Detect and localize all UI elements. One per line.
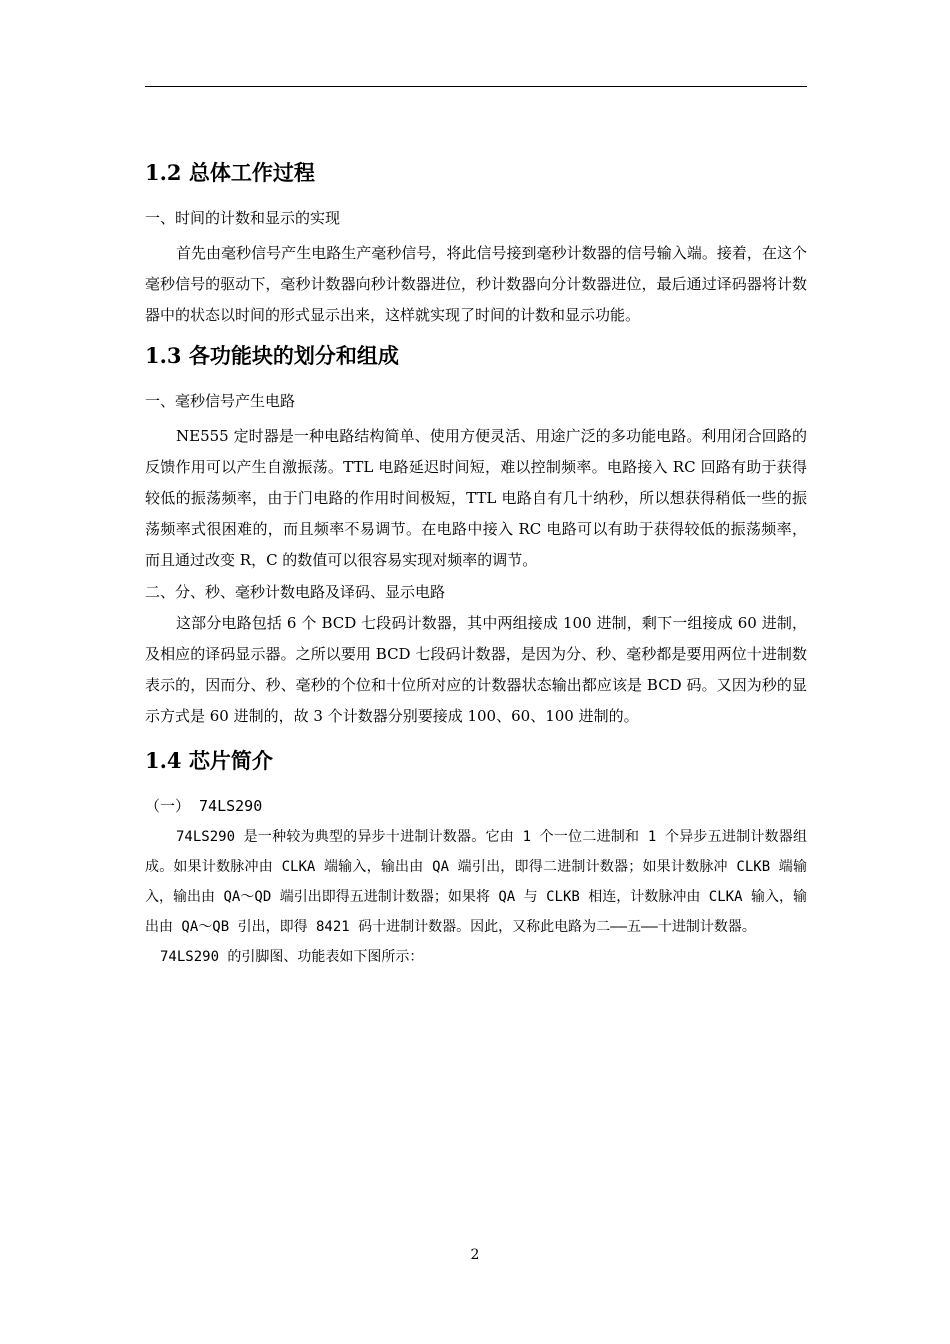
item-heading-74ls290: （一） 74LS290 — [145, 797, 263, 815]
document-body — [145, 158, 807, 972]
paragraph-74ls290-figure-note: 74LS290 的引脚图、功能表如下图所示： — [160, 949, 424, 965]
subsection-heading-time-counting: 一、时间的计数和显示的实现 — [145, 209, 341, 227]
header-rule — [145, 86, 807, 87]
paragraph-counter-display: 这部分电路包括 6 个 BCD 七段码计数器，其中两组接成 100 进制，剩下一组接成 60 进制，及相应的译码显示器。之所以要用 BCD 七段码计数器，是因为分、秒、毫秒都是要用两位十进制数表示的，因而分、秒、毫秒的个位和十位所对应的计数器状态输出都应该是 BCD 码。又因为秒的显示方式是 60 进制的，故 3 个计数器分别要接成 100、60、100 进制的。 — [145, 614, 807, 725]
subsection-heading-ms-signal: 一、毫秒信号产生电路 — [145, 392, 296, 410]
subsection-heading-counter-display: 二、分、秒、毫秒计数电路及译码、显示电路 — [145, 583, 446, 601]
paragraph-74ls290: 74LS290 是一种较为典型的异步十进制计数器。它由 1 个一位二进制和 1 个异步五进制计数器组成。如果计数脉冲由 CLKA 端输入，输出由 QA 端引出，即得二进制计数器；如果计数脉冲 CLKB 端输入，输出由 QA～QD 端引出即得五进制计数器；如果将 QA 与 CLKB 相连，计数脉冲由 CLKA 输入，输出由 QA～QB 引出，即得 8421 码十进制计数器。因此，又称此电路为二——五——十进制计数器。 — [145, 829, 807, 935]
paragraph-ms-signal: NE555 定时器是一种电路结构简单、使用方便灵活、用途广泛的多功能电路。利用闭合回路的反馈作用可以产生自激振荡。TTL 电路延迟时间短，难以控制频率。电路接入 RC 回路有助于获得较低的振荡频率，由于门电路的作用时间极短，TTL 电路自有几十纳秒，所以想获得稍低一些的振荡频率式很困难的，而且频率不易调节。在电路中接入 RC 电路可以有助于获得较低的振荡频率，而且通过改变 R，C 的数值可以很容易实现对频率的调节。 — [145, 427, 807, 569]
paragraph-time-counting: 首先由毫秒信号产生电路生产毫秒信号，将此信号接到毫秒计数器的信号输入端。接着，在这个毫秒信号的驱动下，毫秒计数器向秒计数器进位，秒计数器向分计数器进位，最后通过译码器将计数器中的状态以时间的形式显示出来，这样就实现了时间的计数和显示功能。 — [145, 244, 807, 324]
section-heading-1-2: 1.2 总体工作过程 — [145, 160, 315, 185]
section-heading-1-4: 1.4 芯片简介 — [145, 748, 273, 773]
page-number: 2 — [470, 1247, 480, 1263]
section-heading-1-3: 1.3 各功能块的划分和组成 — [145, 343, 399, 368]
